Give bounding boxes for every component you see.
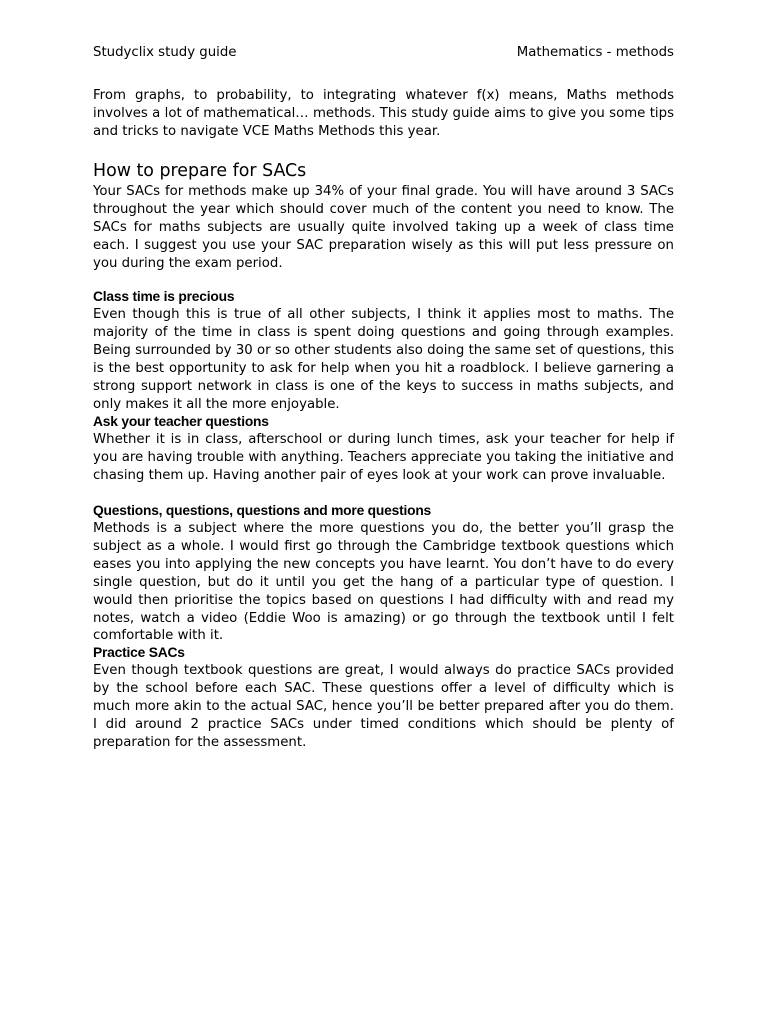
main-heading: How to prepare for SACs bbox=[93, 161, 307, 181]
section-heading: Class time is precious bbox=[93, 289, 235, 304]
section-heading: Ask your teacher questions bbox=[93, 414, 269, 429]
header-right-text: Mathematics - methods bbox=[516, 45, 674, 60]
section-body: Even though textbook questions are great, I would always do practice SACs provided by the school before each SAC. These questions offer a level of difficulty which is much more akin to the actual SAC, hence you’ll be better prepared after you do them. I did around 2 practice SACs under timed conditions which should be plenty of preparation for the assessment. bbox=[93, 663, 674, 750]
section-body: Even though this is true of all other subjects, I think it applies most to maths. The majority of the time in class is spent doing questions and going through examples. Being surrounded by 30 or so other students also doing the same set of questions, this is the best opportunity to ask for help when you hit a roadblock. I believe garnering a strong support network in class is one of the keys to success in maths subjects, and only makes it all the more enjoyable. bbox=[93, 307, 674, 412]
section-body: Methods is a subject where the more questions you do, the better you’ll grasp the subject as a whole. I would first go through the Cambridge textbook questions which eases you into applying the new concepts you have learnt. You don’t have to do every single question, but do it until you get the hang of a particular type of question. I would then prioritise the topics based on questions I had difficulty with and read my notes, watch a video (Eddie Woo is amazing) or go through the textbook until I felt comfortable with it. bbox=[93, 521, 674, 644]
intro-paragraph: From graphs, to probability, to integrating whatever f(x) means, Maths methods involves a lot of mathematical… methods. This study guide aims to give you some tips and tricks to navigate VCE Maths Methods this year. bbox=[93, 88, 674, 139]
section-body: Whether it is in class, afterschool or during lunch times, ask your teacher for help if you are having trouble with anything. Teachers appreciate you taking the initiative and chasing them up. Having another pair of eyes look at your work can prove invaluable. bbox=[93, 432, 674, 483]
main-paragraph: Your SACs for methods make up 34% of your final grade. You will have around 3 SACs throughout the year which should cover much of the content you need to know. The SACs for maths subjects are usually quite involved taking up a week of class time each. I suggest you use your SAC preparation wisely as this will put less pressure on you during the exam period. bbox=[93, 184, 674, 271]
section-ask-teacher bbox=[93, 413, 674, 485]
section-practice-sacs bbox=[93, 644, 674, 752]
section-class-time bbox=[93, 288, 674, 413]
section-more-questions bbox=[93, 502, 674, 645]
header-left-text: Studyclix study guide bbox=[93, 45, 237, 60]
section-heading: Practice SACs bbox=[93, 645, 185, 660]
section-heading: Questions, questions, questions and more questions bbox=[93, 503, 432, 518]
